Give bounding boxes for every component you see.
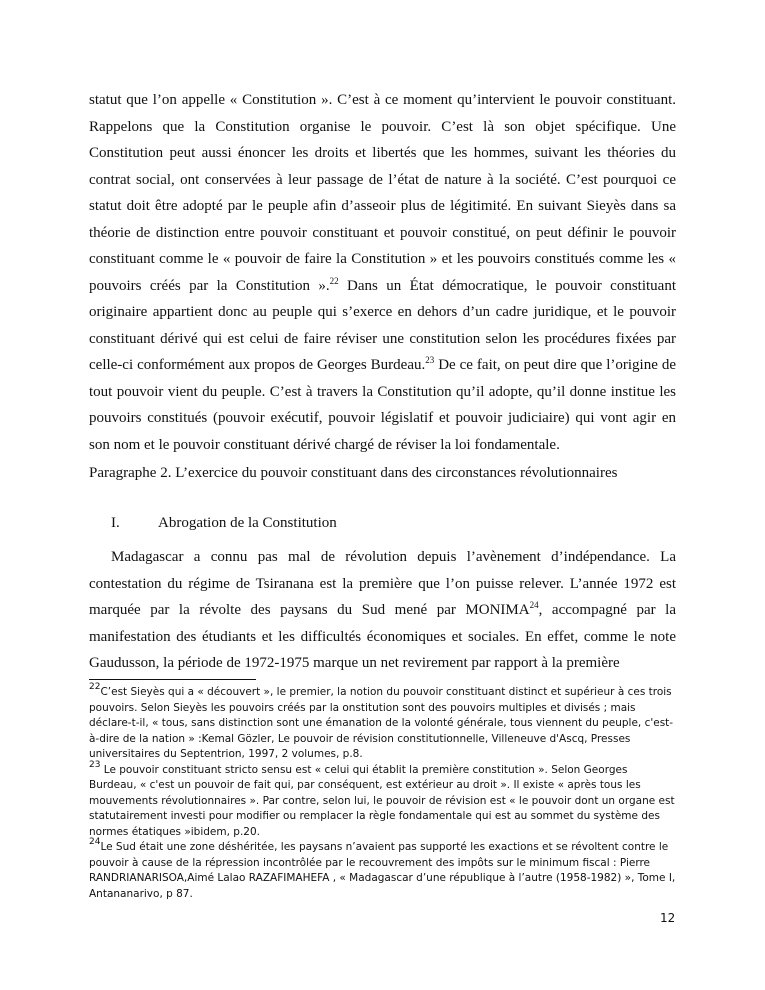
footnotes xyxy=(89,682,676,902)
body-paragraph-3 xyxy=(89,544,676,677)
footnote-number: 22 xyxy=(89,682,101,692)
section-number: I. xyxy=(111,515,120,531)
paragraph-1-text-a: statut que l’on appelle « Constitution ». C’est à ce moment qu’intervient le pouvoir constituant. Rappelons que la Constitution organise le pouvoir. C’est là son objet spécifique. Une Constitution peut aussi énoncer les droits et libertés que les hommes, suivant les théories du contrat social, ont conservées à leur passage de l’état de nature à la société. C’est pourquoi ce statut doit être adopté par le peuple afin d’asseoir plus de légitimité. En suivant Sieyès dans sa théorie de distinction entre pouvoir constituant et pouvoir constitué, on peut définir le pouvoir constituant comme le « pouvoir de faire la Constitution » et les pouvoirs constitués comme les « pouvoirs créés par la Constitution ». xyxy=(89,92,676,294)
footnote-22 xyxy=(89,682,676,763)
paragraph-1-text-c: De ce fait, on peut dire que l’origine de tout pouvoir vient du peuple. C’est à travers la Constitution qu’il adopte, qu’il donne institue les pouvoirs constitués (pouvoir exécutif, pouvoir législatif et pouvoir judiciaire) qui vont agir en son nom et le pouvoir constituant dérivé chargé de réviser la loi fondamentale. xyxy=(89,357,676,453)
footnote-number: 24 xyxy=(89,837,101,847)
footnote-23 xyxy=(89,759,676,841)
paragraph-3-text-b: , accompagné par la manifestation des étudiants et les difficultés économiques et sociales. En effet, comme le note Gaudusson, la période de 1972-1975 marque un net revirement par rapport à la première xyxy=(89,602,677,671)
body-paragraph-1 xyxy=(89,87,676,458)
footnote-separator xyxy=(89,679,256,680)
footnote-number: 23 xyxy=(89,759,101,770)
footnote-text: Le Sud était une zone déshéritée, les paysans n’avaient pas supporté les exactions et se révoltent contre le pouvoir à cause de la répression incontrôlée par le recouvrement des impôts sur le minimum fiscal : Pierre RANDRIANARISOA,Aimé Lalao RAZAFIMAHEFA , « Madagascar d’une république à l’autre (1958-1982) », Tome I, Antananarivo, p 87. xyxy=(89,841,676,900)
footnote-ref-22[interactable]: 22 xyxy=(329,275,339,286)
paragraph-heading: Paragraphe 2. L’exercice du pouvoir constituant dans des circonstances révolutionnaires xyxy=(89,465,618,481)
paragraph-1-text-b: Dans un État démocratique, le pouvoir constituant originaire appartient donc au peuple qui s’exerce en dehors d’un cadre juridique, et le pouvoir constituant dérivé qui est celui de faire réviser une constitution selon les procédures fixées par celle-ci conformément aux propos de Georges Burdeau. xyxy=(89,277,677,373)
footnote-text: C’est Sieyès qui a « découvert », le premier, la notion du pouvoir constituant distinct et supérieur à ces trois pouvoirs. Selon Sieyès les pouvoirs créés par la onstitution sont des pouvoirs multiples et divisés ; mais déclare-t-il, « tous, sans distinction sont une émanation de la volonté générale, tous viennent du peuple, c'est-à-dire de la nation » :Kemal Gözler, Le pouvoir de révision constitutionnelle, Villeneuve d'Ascq, Presses universitaires du Septentrion, 1997, 2 volumes, p.8. xyxy=(89,686,674,760)
paragraph-3-text-a: Madagascar a connu pas mal de révolution depuis l’avènement d’indépendance. La contestation du régime de Tsiranana est la première que l’on puisse relever. L’année 1972 est marquée par la révolte des paysans du Sud mené par MONIMA xyxy=(89,549,676,618)
page-number: 12 xyxy=(660,911,676,925)
footnote-ref-24[interactable]: 24 xyxy=(529,600,539,610)
footnote-24 xyxy=(89,837,676,902)
footnote-text: Le pouvoir constituant stricto sensu est « celui qui établit la première constitution ». Selon Georges Burdeau, « c'est un pouvoir de fait qui, par conséquent, est extérieur au droit ». Il existe « après tous les mouvements révolutionnaires ». Par contre, selon lui, le pouvoir de révision est « le pouvoir dont un organe est statutairement investi pour modifier ou remplacer la règle fondamentale qui est au sommet du système des normes étatiques »ibidem, p.20. xyxy=(89,763,675,838)
section-title: Abrogation de la Constitution xyxy=(158,515,337,531)
footnote-ref-23[interactable]: 23 xyxy=(425,355,435,365)
